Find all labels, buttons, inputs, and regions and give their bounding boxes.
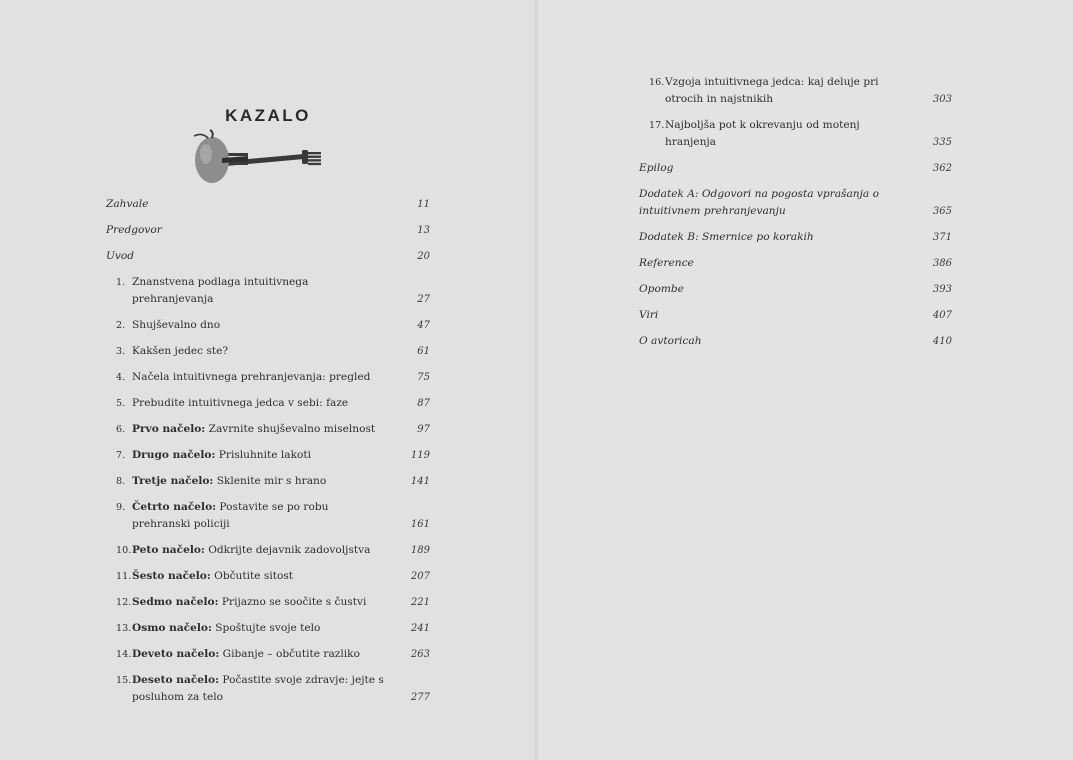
toc-entry-title [639, 229, 952, 246]
toc-entry-title [106, 343, 430, 360]
page-number: 87 [417, 398, 430, 409]
toc-entry [106, 473, 430, 490]
page-number: 241 [410, 623, 430, 634]
toc-title-text: Uvod [106, 250, 135, 262]
toc-entry [106, 568, 430, 585]
principle-label: Deseto načelo: [132, 674, 220, 686]
page-number: 362 [932, 163, 952, 174]
toc-entry-title [639, 307, 952, 324]
principle-label: Deveto načelo: [132, 648, 220, 660]
chapter-number: 2. [116, 320, 126, 331]
toc-entry-title [106, 672, 430, 706]
toc-entry-title [106, 421, 430, 438]
toc-entry [106, 317, 430, 334]
toc-title-text: Spoštujte svoje telo [211, 622, 321, 634]
toc-title-text: Zavrnite shujševalno miselnost [205, 423, 376, 435]
page-number: 119 [410, 450, 430, 461]
page-number: 407 [932, 310, 952, 321]
principle-label: Osmo načelo: [132, 622, 212, 634]
toc-entry-title [106, 196, 430, 213]
toc-entry-title [639, 281, 952, 298]
toc-entry [106, 499, 430, 533]
toc-title-text: Epilog [639, 162, 674, 174]
toc-title-text: Prijazno se soočite s čustvi [218, 596, 367, 608]
chapter-number: 15. [116, 675, 132, 686]
toc-entry-title [639, 333, 952, 350]
toc-entry [106, 369, 430, 386]
toc-title-text: Zahvale [106, 198, 149, 210]
toc-entry [106, 421, 430, 438]
page-number: 335 [932, 137, 952, 148]
toc-entry-title [639, 74, 952, 108]
page-number: 207 [410, 571, 430, 582]
toc-title-text: Predgovor [106, 224, 162, 236]
toc-entry [639, 281, 952, 298]
principle-label: Prvo načelo: [132, 423, 206, 435]
page-number: 13 [417, 225, 430, 236]
page-number: 277 [410, 692, 430, 703]
toc-title-text: Gibanje – občutite razliko [219, 648, 360, 660]
page-number: 371 [932, 232, 952, 243]
page-number: 303 [932, 94, 952, 105]
toc-entry [106, 395, 430, 412]
toc-right-column [639, 74, 952, 359]
toc-title-text: O avtoricah [639, 335, 702, 347]
toc-title-text: Vzgoja intuitivnega jedca: kaj deluje pri otrocih in najstnikih [665, 76, 879, 105]
chapter-number: 4. [116, 372, 126, 383]
toc-entry-title [106, 568, 430, 585]
chapter-number: 5. [116, 398, 126, 409]
page-number: 75 [417, 372, 430, 383]
toc-entry [639, 255, 952, 272]
page-number: 61 [417, 346, 430, 357]
toc-title-text: Počastite svoje zdravje: jejte s posluhom za telo [132, 674, 384, 703]
toc-entry-title [106, 646, 430, 663]
toc-entry-title [639, 255, 952, 272]
toc-title-text: Shujševalno dno [132, 319, 221, 331]
toc-entry-title [106, 248, 430, 265]
chapter-number: 10. [116, 545, 132, 556]
toc-entry-title [106, 369, 430, 386]
toc-entry [639, 307, 952, 324]
toc-entry [106, 248, 430, 265]
chapter-number: 17. [649, 120, 665, 131]
toc-entry [106, 274, 430, 308]
toc-entry [639, 229, 952, 246]
page-number: 263 [410, 649, 430, 660]
toc-entry-title [106, 542, 430, 559]
page-number: 47 [417, 320, 430, 331]
toc-title-text: Sklenite mir s hrano [213, 475, 327, 487]
chapter-number: 12. [116, 597, 132, 608]
chapter-number: 9. [116, 502, 126, 513]
chapter-number: 16. [649, 77, 665, 88]
toc-entry [106, 542, 430, 559]
toc-entry [639, 117, 952, 151]
chapter-number: 14. [116, 649, 132, 660]
toc-entry [639, 333, 952, 350]
page-number: 365 [932, 206, 952, 217]
toc-title-text: Viri [639, 309, 659, 321]
principle-label: Šesto načelo: [132, 570, 211, 582]
toc-entry [106, 196, 430, 213]
toc-entry-title [106, 395, 430, 412]
chapter-number: 1. [116, 277, 126, 288]
chapter-number: 13. [116, 623, 132, 634]
toc-entry [639, 186, 952, 220]
toc-left-column [106, 196, 430, 715]
apple-on-fork-icon [186, 128, 336, 192]
toc-title-text: Dodatek B: Smernice po korakih [639, 231, 814, 243]
toc-title-text: Načela intuitivnega prehranjevanja: pregled [132, 371, 371, 383]
toc-entry-title [106, 594, 430, 611]
chapter-number: 6. [116, 424, 126, 435]
chapter-number: 8. [116, 476, 126, 487]
toc-entry [106, 594, 430, 611]
page-number: 27 [417, 294, 430, 305]
page-number: 97 [417, 424, 430, 435]
chapter-number: 3. [116, 346, 126, 357]
toc-entry [639, 74, 952, 108]
toc-title-text: Kakšen jedec ste? [132, 345, 229, 357]
chapter-number: 11. [116, 571, 132, 582]
toc-entry [106, 343, 430, 360]
toc-title-text: Dodatek A: Odgovori na pogosta vprašanja o intuitivnem prehranjevanju [639, 188, 879, 217]
toc-title-text: Prebudite intuitivnega jedca v sebi: faze [132, 397, 349, 409]
toc-entry-title [639, 117, 952, 151]
principle-label: Četrto načelo: [132, 501, 217, 513]
toc-entry-title [106, 447, 430, 464]
principle-label: Tretje načelo: [132, 475, 214, 487]
toc-entry-title [106, 473, 430, 490]
principle-label: Peto načelo: [132, 544, 205, 556]
page-number: 189 [410, 545, 430, 556]
toc-title-text: Opombe [639, 283, 684, 295]
toc-title-text: Reference [639, 257, 694, 269]
page-number: 11 [417, 199, 430, 210]
toc-title-text: Postavite se po robu prehranski policiji [132, 501, 329, 530]
toc-title-text: Najboljša pot k okrevanju od motenj hranjenja [665, 119, 860, 148]
toc-entry [639, 160, 952, 177]
toc-title-text: Prisluhnite lakoti [215, 449, 312, 461]
page-number: 393 [932, 284, 952, 295]
toc-entry [106, 620, 430, 637]
page-number: 386 [932, 258, 952, 269]
toc-entry-title [106, 222, 430, 239]
toc-title-text: Odkrijte dejavnik zadovoljstva [204, 544, 371, 556]
toc-entry-title [639, 186, 952, 220]
page-number: 141 [410, 476, 430, 487]
toc-entry-title [106, 274, 430, 308]
toc-entry [106, 646, 430, 663]
page-number: 161 [410, 519, 430, 530]
toc-entry-title [106, 317, 430, 334]
toc-entry [106, 672, 430, 706]
page-title: KAZALO [225, 106, 311, 125]
page-number: 410 [932, 336, 952, 347]
toc-title-text: Občutite sitost [210, 570, 294, 582]
chapter-number: 7. [116, 450, 126, 461]
toc-title-text: Znanstvena podlaga intuitivnega prehranjevanja [132, 276, 309, 305]
toc-entry-title [639, 160, 952, 177]
principle-label: Drugo načelo: [132, 449, 216, 461]
principle-label: Sedmo načelo: [132, 596, 219, 608]
toc-entry [106, 447, 430, 464]
toc-entry-title [106, 620, 430, 637]
toc-entry [106, 222, 430, 239]
toc-entry-title [106, 499, 430, 533]
page-number: 20 [417, 251, 430, 262]
page-number: 221 [410, 597, 430, 608]
